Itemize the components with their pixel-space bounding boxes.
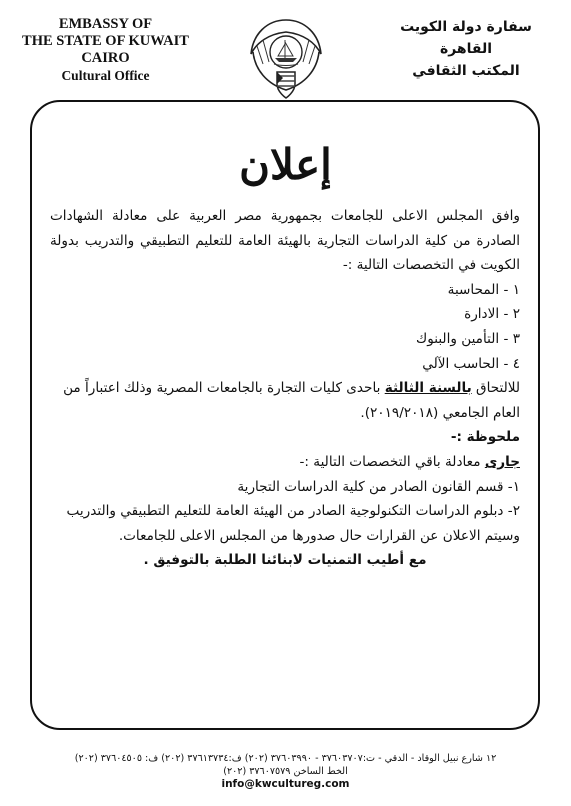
header-english xyxy=(18,16,193,84)
note-intro xyxy=(50,450,520,475)
pending-item: ١- قسم القانون الصادر من كلية الدراسات التجارية xyxy=(237,478,520,495)
admission-text-end: باحدى كليات التجارة بالجامعات المصرية وذلك اعتباراً من العام الجامعي (٢٠١٩/٢٠١٨). xyxy=(63,380,520,421)
footer xyxy=(0,752,571,791)
admission-text-start: للالتحاق xyxy=(471,380,520,397)
note-intro-text: معادلة باقي التخصصات التالية :- xyxy=(299,453,485,470)
specialization-item: ٤ - الحاسب الآلي xyxy=(422,355,520,372)
ongoing-emphasis: جارى xyxy=(484,453,520,470)
embassy-line-ar: سفارة دولة الكويت xyxy=(400,19,532,35)
closing-wishes: مع أطيب التمنيات لابنائنا الطلبة بالتوفيق . xyxy=(143,552,427,569)
state-line: THE STATE OF KUWAIT xyxy=(22,33,189,49)
city-line: CAIRO xyxy=(81,50,130,66)
office-line-ar: المكتب الثقافي xyxy=(412,63,520,79)
specialization-item: ٢ - الادارة xyxy=(464,306,520,323)
third-year-emphasis: بالسنة الثالثة xyxy=(384,380,472,397)
kuwait-emblem-icon xyxy=(247,12,325,107)
embassy-line: EMBASSY OF xyxy=(58,16,153,32)
note-label: ملحوظة :- xyxy=(450,429,520,446)
specialization-item: ١ - المحاسبة xyxy=(447,281,520,298)
footer-email: info@kwcultureg.com xyxy=(221,778,350,790)
announcement-title: إعلان xyxy=(239,140,332,189)
footer-address: ١٢ شارع نبيل الوقاد - الدقي - ت:٣٧٦٠٣٧٠٧ - ٣٧٦٠٣٩٩٠ (٢٠٢) ف:٣٧٦١٣٧٣٤ (٢٠٢) ف: ٣٧٦٠٤٥٠٥ (٢٠٢) xyxy=(74,753,497,764)
pending-item: ٢- دبلوم الدراسات التكنولوجية الصادر من الهيئة العامة للتعليم التطبيقي والتدريب xyxy=(66,503,520,520)
announcement-body xyxy=(50,204,520,573)
footer-hotline: الخط الساخن ٣٧٦٠٧٥٧٩ (٢٠٢) xyxy=(223,766,348,777)
intro-paragraph: وافق المجلس الاعلى للجامعات بجمهورية مصر العربية على معادلة الشهادات الصادرة من كلية الدراسات التجارية بالهيئة العامة للتعليم التطبيقي والتدريب بدولة الكويت في التخصصات التالية :- xyxy=(50,208,520,274)
admission-paragraph xyxy=(50,376,520,425)
office-line: Cultural Office xyxy=(61,68,150,83)
specialization-item: ٣ - التأمين والبنوك xyxy=(416,330,520,347)
header-arabic xyxy=(391,16,541,82)
city-line-ar: القاهرة xyxy=(439,41,493,57)
announcement-paragraph: وسيتم الاعلان عن القرارات حال صدورها من المجلس الاعلى للجامعات. xyxy=(118,527,520,544)
